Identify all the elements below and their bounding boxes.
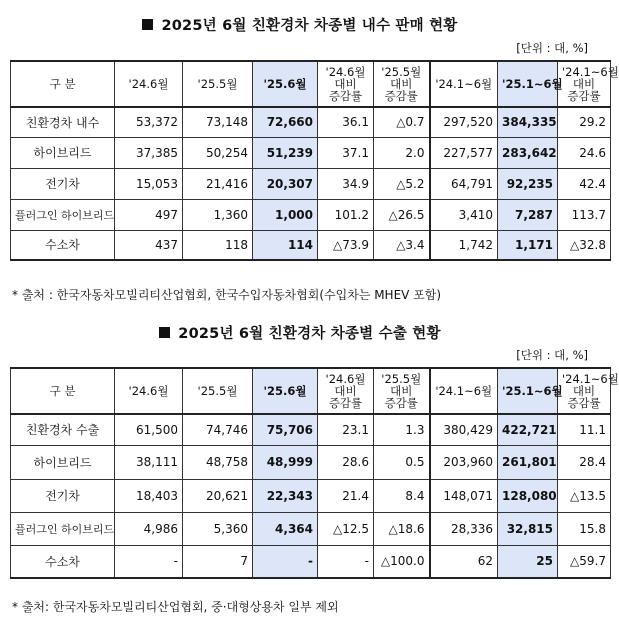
header-25-ytd: '25.1~6월 <box>498 61 558 107</box>
row-label: 수소차 <box>11 545 115 578</box>
header-25-5: '25.5월 <box>183 368 253 414</box>
table-row: 하이브리드 38,111 48,758 48,999 28.6 0.5 203,960 261,801 28.4 <box>11 445 611 479</box>
domestic-unit: [단위 : 대, %] <box>516 41 588 55</box>
header-25-5: '25.5월 <box>183 61 253 107</box>
header-24-6: '24.6월 <box>115 61 183 107</box>
header-24-ytd: '24.1~6월 <box>430 61 498 107</box>
row-label: 하이브리드 <box>11 137 115 168</box>
export-source-note: * 출처: 한국자동차모빌리티산업협회, 중·대형상용차 일부 제외 <box>12 600 339 614</box>
header-25-6: '25.6월 <box>253 368 318 414</box>
table-row: 수소차 437 118 114 △73.9 △3.4 1,742 1,171 △32.8 <box>11 230 611 260</box>
domestic-table <box>10 60 619 261</box>
row-label: 친환경차 수출 <box>11 414 115 445</box>
export-table <box>10 367 619 579</box>
header-25-ytd: '25.1~6월 <box>498 368 558 414</box>
export-unit: [단위 : 대, %] <box>516 348 588 362</box>
domestic-title: 2025년 6월 친환경차 차종별 내수 판매 현황 <box>0 14 600 35</box>
header-mom: '25.5월 대비 증감률 <box>374 61 430 107</box>
domestic-header-row <box>11 61 611 107</box>
table-row: 플러그인 하이브리드 4,986 5,360 4,364 △12.5 △18.6 28,336 32,815 15.8 <box>11 512 611 545</box>
export-header-row <box>11 368 611 414</box>
table-row: 전기차 15,053 21,416 20,307 34.9 △5.2 64,791 92,235 42.4 <box>11 168 611 199</box>
row-label: 플러그인 하이브리드 <box>11 199 115 230</box>
header-ytd-change: '24.1~6월 대비 증감률 <box>558 368 611 414</box>
export-title: 2025년 6월 친환경차 차종별 수출 현황 <box>0 322 600 343</box>
header-24-ytd: '24.1~6월 <box>430 368 498 414</box>
table-row: 친환경차 내수 53,372 73,148 72,660 36.1 △0.7 297,520 384,335 29.2 <box>11 107 611 137</box>
row-label: 플러그인 하이브리드 <box>11 512 115 545</box>
row-label: 전기차 <box>11 168 115 199</box>
header-yoy: '24.6월 대비 증감률 <box>318 61 374 107</box>
table-row: 하이브리드 37,385 50,254 51,239 37.1 2.0 227,577 283,642 24.6 <box>11 137 611 168</box>
header-category: 구 분 <box>11 61 115 107</box>
table-row: 플러그인 하이브리드 497 1,360 1,000 101.2 △26.5 3,410 7,287 113.7 <box>11 199 611 230</box>
table-row: 친환경차 수출 61,500 74,746 75,706 23.1 1.3 380,429 422,721 11.1 <box>11 414 611 445</box>
header-category: 구 분 <box>11 368 115 414</box>
row-label: 전기차 <box>11 479 115 512</box>
header-ytd-change: '24.1~6월 대비 증감률 <box>558 61 611 107</box>
row-label: 수소차 <box>11 230 115 260</box>
header-yoy: '24.6월 대비 증감률 <box>318 368 374 414</box>
row-label: 하이브리드 <box>11 445 115 479</box>
table-row: 전기차 18,403 20,621 22,343 21.4 8.4 148,071 128,080 △13.5 <box>11 479 611 512</box>
domestic-source-note: * 출처 : 한국자동차모빌리티산업협회, 한국수입자동차협회(수입차는 MHEV 포함) <box>12 288 442 302</box>
square-bullet-icon <box>159 327 170 338</box>
square-bullet-icon <box>142 19 153 30</box>
row-label: 친환경차 내수 <box>11 107 115 137</box>
table-row: 수소차 - 7 - - △100.0 62 25 △59.7 <box>11 545 611 578</box>
header-25-6: '25.6월 <box>253 61 318 107</box>
header-24-6: '24.6월 <box>115 368 183 414</box>
header-mom: '25.5월 대비 증감률 <box>374 368 430 414</box>
